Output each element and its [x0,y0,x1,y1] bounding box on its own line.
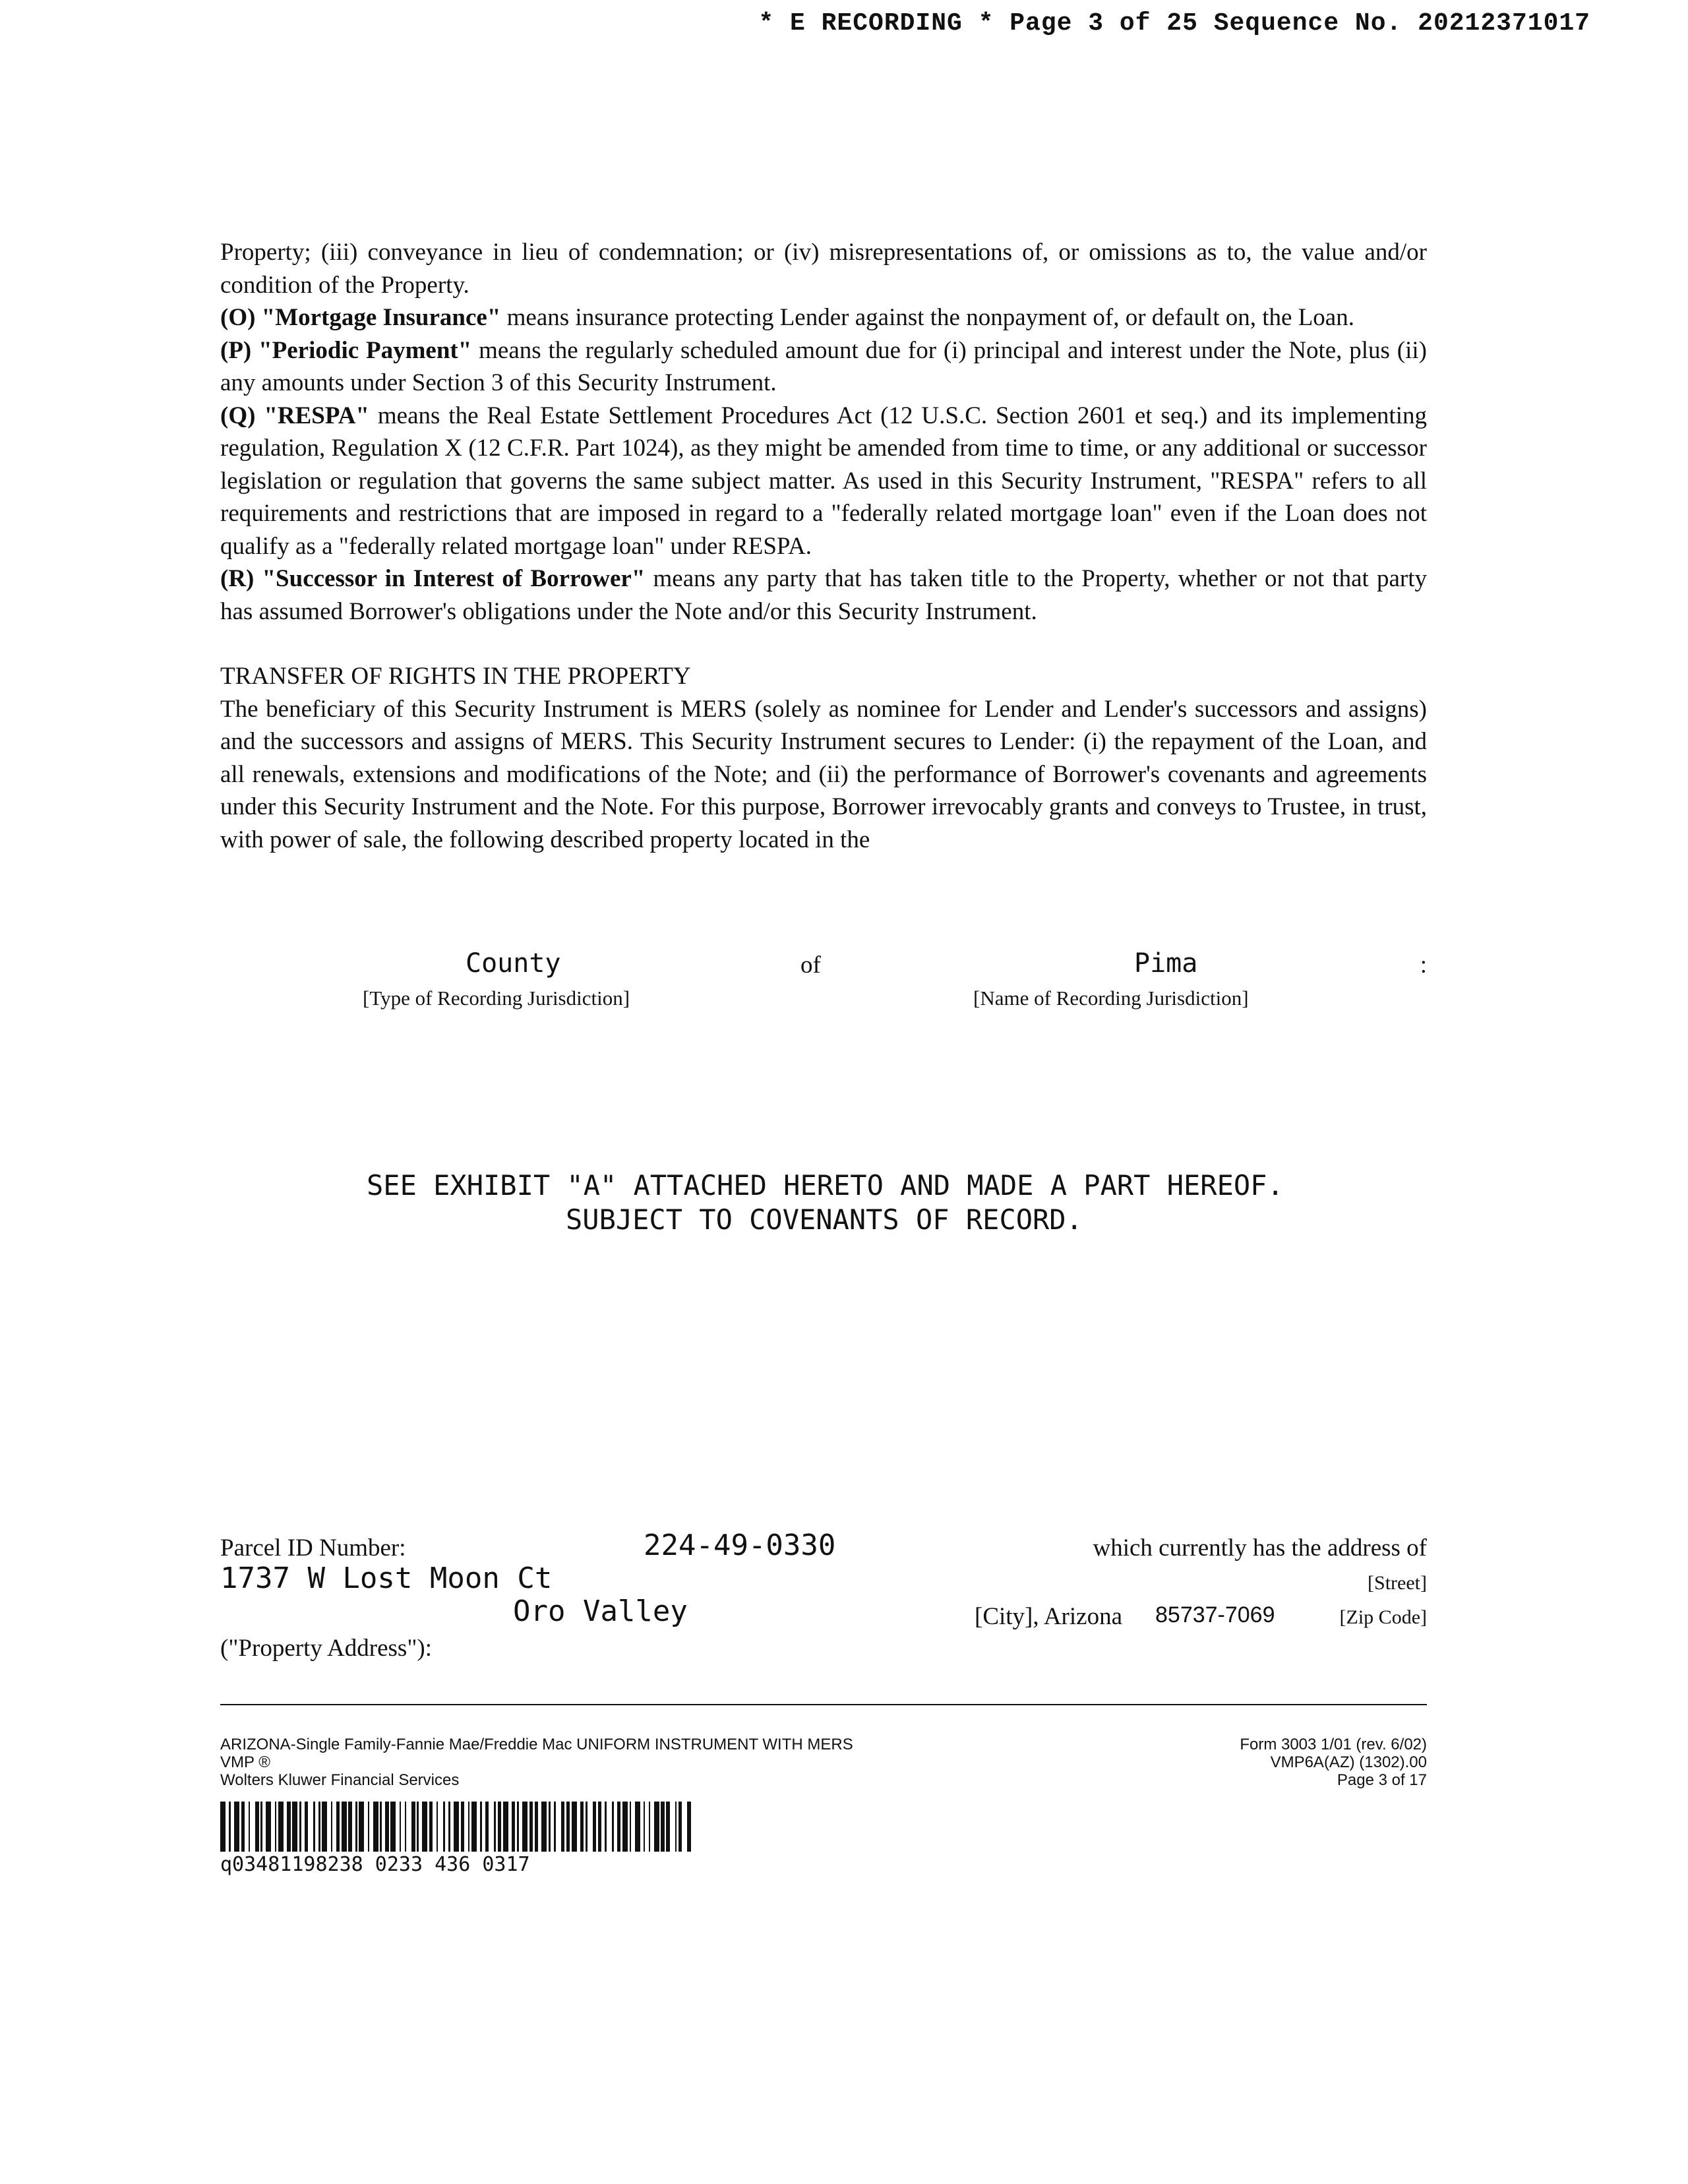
barcode-bar [373,1802,378,1852]
barcode-bar [541,1802,547,1852]
street-label: [Street] [1368,1572,1427,1594]
barcode-bar [682,1802,687,1852]
barcode-bar [359,1802,364,1852]
barcode-bar [234,1802,239,1852]
definition-p-term: (P) "Periodic Payment" [220,336,472,364]
barcode-bar [670,1802,675,1852]
barcode-bar [438,1802,443,1852]
transfer-body: The beneficiary of this Security Instrument is MERS (solely as nominee for Lender and Lender's successors and assigns) and the successors and assigns of MERS. This Security Instrument secures to Lender: (i) the repayment of the Loan, and all renewals, extensions and modifications of the Note; and (ii) the performance of Borrower's covenants and agreements under this Security Instrument and the Note. For this purpose, Borrower irrevocably grants and conveys to Trustee, in trust, with power of sale, the following described property located in the [220,695,1427,853]
definition-o-text: means insurance protecting Lender against the nonpayment of, or default on, the Loan. [500,304,1354,331]
barcode-bar [691,1802,693,1852]
recording-header: * E RECORDING * Page 3 of 25 Sequence No. 20212371017 [758,9,1590,38]
barcode-bar [556,1802,561,1852]
definition-o [220,301,1427,334]
footer-form-number [1240,1736,1427,1789]
barcode-bar [503,1802,508,1852]
definition-n-continuation: Property; (iii) conveyance in lieu of condemnation; or (iv) misrepresentations of, or omissions as to, the value and/or condition of the Property. [220,239,1427,299]
exhibit-line-2: SUBJECT TO COVENANTS OF RECORD. [566,1203,1083,1236]
barcode-bar [489,1802,494,1852]
footer-publisher: Wolters Kluwer Financial Services [220,1771,460,1789]
footer-form-info [220,1736,853,1789]
definition-r [220,562,1427,628]
document-body [220,236,1427,856]
definition-q [220,400,1427,563]
barcode-number: q03481198238 0233 436 0317 [220,1853,530,1876]
barcode-bar [278,1802,284,1852]
definition-q-text: means the Real Estate Settlement Procedures Act (12 U.S.C. Section 2601 et seq.) and its implementing regulation, Regulation X (12 C.F.R. Part 1024), as they might be amended from time to time, or any additional or successor legislation or regulation that governs the same subject matter. As used in this Security Instrument, "RESPA" refers to all requirements and restrictions that are imposed in regard to a "federally related mortgage loan" even if the Loan does not qualify as a "federally related mortgage loan" under RESPA. [220,402,1427,560]
transfer-heading: TRANSFER OF RIGHTS IN THE PROPERTY [220,663,691,690]
barcode-bar [622,1802,628,1852]
zip-value: 85737-7069 [1155,1602,1275,1627]
barcode-bar [454,1802,459,1852]
barcode-bar [635,1802,640,1852]
barcode-bar [322,1802,327,1852]
barcode-bar [522,1802,528,1852]
barcode-bar [342,1802,347,1852]
barcode-bar [220,1802,226,1852]
jurisdiction-name-label: [Name of Recording Jurisdiction] [973,986,1249,1010]
definition-o-term: (O) "Mortgage Insurance" [220,304,501,331]
address-intro: which currently has the address of [1093,1534,1427,1562]
barcode-bar [406,1802,411,1852]
barcode-bar [390,1802,396,1852]
jurisdiction-row [220,948,1427,981]
footer-vmp-code: VMP6A(AZ) (1302).00 [1270,1753,1427,1771]
barcode-bar [308,1802,313,1852]
jurisdiction-name-value: Pima [1134,948,1198,979]
parcel-id-value: 224-49-0330 [644,1529,836,1562]
barcode-bar [654,1802,659,1852]
footer-page-number: Page 3 of 17 [1337,1771,1427,1789]
barcode-bar [266,1802,271,1852]
barcode-bar [471,1802,477,1852]
jurisdiction-of-word: of [800,952,821,979]
definition-r-term: (R) "Successor in Interest of Borrower" [220,565,646,592]
barcode-bar [250,1802,255,1852]
footer-vmp: VMP ® [220,1753,270,1771]
footer-instrument-title: ARIZONA-Single Family-Fannie Mae/Freddie Mac UNIFORM INSTRUMENT WITH MERS [220,1736,853,1753]
jurisdiction-labels [220,986,1427,1013]
barcode-bar [607,1802,612,1852]
definition-q-term: (Q) "RESPA" [220,402,369,429]
city-state-label: [City], Arizona [975,1603,1123,1630]
city-value: Oro Valley [513,1594,688,1628]
exhibit-line-1: SEE EXHIBIT "A" ATTACHED HERETO AND MADE A PART HEREOF. [367,1169,1284,1201]
definition-p [220,334,1427,400]
footer-divider [220,1704,1427,1705]
barcode-bar [588,1802,593,1852]
parcel-id-label: Parcel ID Number: [220,1534,406,1562]
document-barcode [220,1802,694,1852]
property-address-label: ("Property Address"): [220,1635,433,1662]
barcode-bar [292,1802,297,1852]
definition-r-text: means any party that has taken title to the Property, whether or not that party has assumed Borrower's obligations under the Note and/or this Security Instrument. [220,565,1427,625]
jurisdiction-type-label: [Type of Recording Jurisdiction] [363,986,630,1010]
barcode-bar [572,1802,577,1852]
jurisdiction-colon: : [1420,952,1427,979]
zip-label: [Zip Code] [1339,1606,1427,1628]
footer-form-id: Form 3003 1/01 (rev. 6/02) [1240,1736,1427,1753]
definition-p-text: means the regularly scheduled amount due for (i) principal and interest under the Note, plus (ii) any amounts under Section 3 of this Security Instrument. [220,336,1427,396]
street-value: 1737 W Lost Moon Ct [220,1562,553,1595]
jurisdiction-type-value: County [466,948,561,979]
barcode-bar [422,1802,427,1852]
